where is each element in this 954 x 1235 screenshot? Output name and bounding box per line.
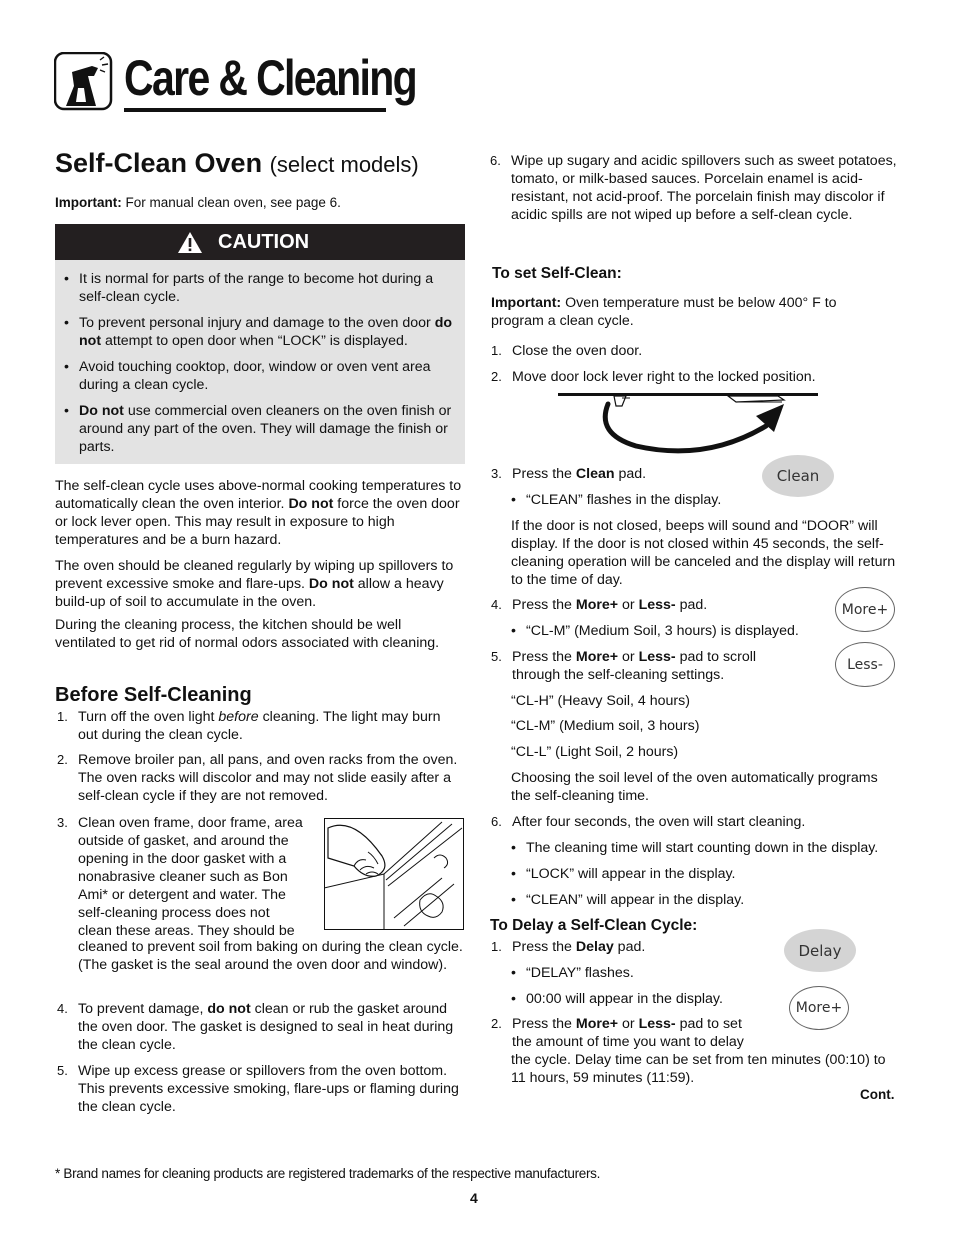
set-important: Important: Oven temperature must be below 400° F to program a clean cycle. bbox=[491, 295, 837, 329]
before-step-1: 1. Turn off the oven light before cleaning. The light may burn out during the clean cycle. bbox=[57, 709, 441, 743]
section-title-main: Self-Clean Oven bbox=[55, 148, 263, 178]
before-step-3-cont: cleaned to prevent soil from baking on during the clean cycle. (The gasket is the seal around the oven door and window). bbox=[78, 939, 463, 973]
delay-step-1: 1. Press the Delay pad. bbox=[491, 939, 646, 955]
important-note bbox=[55, 194, 341, 212]
delay-heading: To Delay a Self-Clean Cycle: bbox=[490, 917, 698, 934]
less-pad-button[interactable]: Less- bbox=[835, 642, 895, 687]
set-step-1: 1. Close the oven door. bbox=[491, 343, 643, 359]
caution-item: • Do not use commercial oven cleaners on the oven finish or around any part of the oven. They will damage the finish or parts. bbox=[64, 402, 456, 456]
page-number: 4 bbox=[470, 1190, 478, 1206]
spray-bottle-icon bbox=[54, 52, 114, 112]
caution-header bbox=[55, 224, 465, 260]
set-step-5-para: Choosing the soil level of the oven automatically programs the self-cleaning time. bbox=[511, 770, 878, 804]
page-title: Care & Cleaning bbox=[124, 50, 417, 106]
before-step-5: 5. Wipe up excess grease or spillovers from the oven bottom. This prevents excessive smoking, flare-ups or flaming during the clean cycle. bbox=[57, 1063, 459, 1115]
set-step-4: 4. Press the More+ or Less- pad. bbox=[491, 597, 708, 613]
before-step-2: 2. Remove broiler pan, all pans, and oven racks from the oven. The oven racks will discolor and may not slide easily after a self-clean cycle if they are not removed. bbox=[57, 752, 458, 804]
caution-item: • It is normal for parts of the range to become hot during a self-clean cycle. bbox=[64, 270, 456, 306]
soil-medium: “CL-M” (Medium soil, 3 hours) bbox=[511, 718, 700, 734]
important-text: For manual clean oven, see page 6. bbox=[121, 195, 341, 210]
soil-light: “CL-L” (Light Soil, 2 hours) bbox=[511, 744, 679, 760]
caution-list bbox=[64, 270, 456, 464]
caution-item: • Avoid touching cooktop, door, window or oven vent area during a clean cycle. bbox=[64, 358, 456, 394]
continued-label: Cont. bbox=[860, 1087, 895, 1102]
section-title bbox=[55, 145, 419, 183]
set-step-2: 2. Move door lock lever right to the locked position. bbox=[491, 369, 816, 385]
set-step-6: 6. After four seconds, the oven will start cleaning. bbox=[491, 814, 806, 830]
set-step-4-bullet: • “CL-M” (Medium Soil, 3 hours) is displayed. bbox=[511, 622, 831, 648]
intro-paragraph: The oven should be cleaned regularly by wiping up spillovers to prevent excessive smoke and flare-ups. Do not allow a heavy build-up of soil to accumulate in the oven. bbox=[55, 558, 454, 610]
intro-paragraph: The self-clean cycle uses above-normal cooking temperatures to automatically clean the oven interior. Do not force the oven door or lock lever open. This may result in exposure to high temperatures and be a burn hazard. bbox=[55, 478, 462, 548]
delay-step-2-cont: the cycle. Delay time can be set from ten minutes (00:10) to 11 hours, 59 minutes (11:59). bbox=[511, 1052, 886, 1086]
lock-lever-illustration bbox=[556, 390, 820, 458]
clean-pad-button[interactable]: Clean bbox=[762, 455, 834, 497]
before-step-3: 3. Clean oven frame, door frame, area outside of gasket, and around the opening in the door gasket with a nonabrasive cleaner such as Bon Ami* or detergent and water. The self-cleaning process does not clean these areas. They should be bbox=[57, 815, 303, 939]
footnote: * Brand names for cleaning products are registered trademarks of the respective manufacturers. bbox=[55, 1166, 601, 1181]
set-step-3: 3. Press the Clean pad. bbox=[491, 466, 647, 482]
soil-heavy: “CL-H” (Heavy Soil, 4 hours) bbox=[511, 693, 690, 709]
set-step-5: 5. Press the More+ or Less- pad to scroll through the self-cleaning settings. bbox=[491, 649, 757, 683]
delay-step-1-bullets: • “DELAY” flashes. • 00:00 will appear in the display. bbox=[511, 964, 771, 1016]
header-icon bbox=[54, 52, 114, 112]
set-step-6-bullets: • The cleaning time will start counting down in the display. • “LOCK” will appear in the display. • “CLEAN” will appear in the display. bbox=[511, 839, 906, 917]
caution-item: • To prevent personal injury and damage to the oven door do not attempt to open door when “LOCK” is displayed. bbox=[64, 314, 456, 350]
more-pad-button-delay[interactable]: More+ bbox=[789, 986, 849, 1030]
before-step-4: 4. To prevent damage, do not clean or rub the gasket around the oven door. The gasket is designed to seal in heat during the clean cycle. bbox=[57, 1001, 454, 1053]
delay-pad-button[interactable]: Delay bbox=[784, 929, 856, 972]
section-subtitle: (select models) bbox=[269, 152, 419, 177]
before-step-6: 6. Wipe up sugary and acidic spillovers such as sweet potatoes, tomato, or milk-based sauces. Porcelain enamel is acid-resistant, not acid-proof. The porcelain finish may discolor if acidic spills are not wiped up before a self-clean cycle. bbox=[490, 153, 897, 223]
title-underline bbox=[124, 108, 386, 112]
caution-label: CAUTION bbox=[218, 231, 310, 253]
set-step-3-para: If the door is not closed, beeps will sound and “DOOR” will display. If the door is not closed within 45 seconds, the self-cleaning operation will be canceled and the display will return to the time of day. bbox=[511, 518, 896, 588]
set-heading: To set Self-Clean: bbox=[492, 265, 622, 282]
important-label: Important: bbox=[55, 195, 122, 210]
before-heading: Before Self-Cleaning bbox=[55, 684, 252, 706]
intro-paragraph: During the cleaning process, the kitchen should be well ventilated to get rid of normal odors associated with cleaning. bbox=[55, 617, 440, 651]
more-pad-button[interactable]: More+ bbox=[835, 587, 895, 632]
delay-step-2: 2. Press the More+ or Less- pad to set the amount of time you want to delay bbox=[491, 1016, 744, 1050]
oven-frame-illustration bbox=[324, 818, 464, 930]
warning-icon bbox=[177, 231, 203, 254]
set-step-3-bullet: • “CLEAN” flashes in the display. bbox=[511, 491, 811, 517]
